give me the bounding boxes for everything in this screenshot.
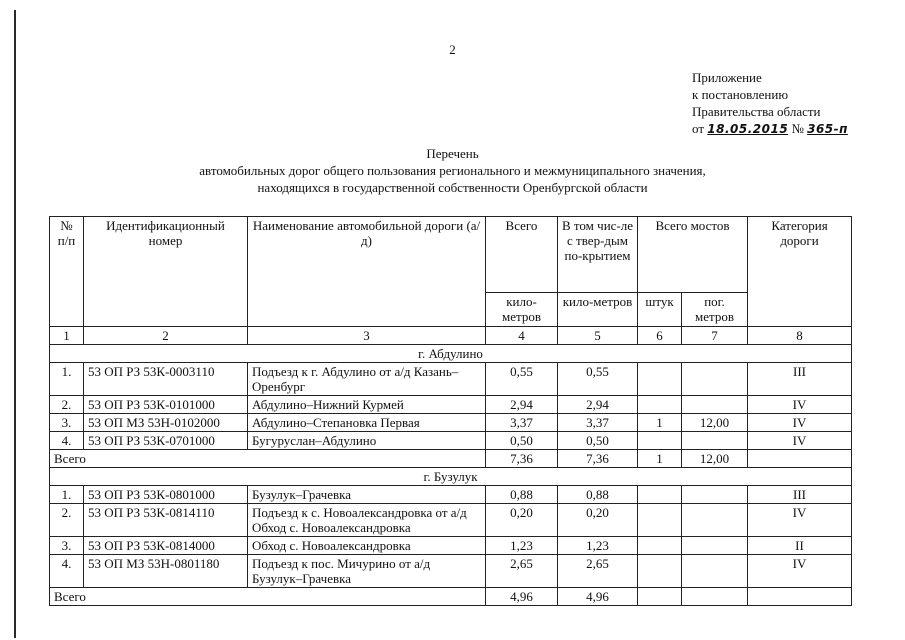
table-row (50, 432, 852, 450)
total-bridge-meters (682, 588, 748, 606)
table-row (50, 504, 852, 537)
unit-km-total: кило-метров (486, 293, 558, 327)
cell-num: 4. (50, 432, 84, 450)
table-row (50, 537, 852, 555)
cell-bridges (638, 396, 682, 414)
cell-category: IV (748, 414, 852, 432)
unit-pieces: штук (638, 293, 682, 327)
total-category (748, 588, 852, 606)
cell-category: III (748, 486, 852, 504)
total-row (50, 450, 852, 468)
cell-num: 3. (50, 414, 84, 432)
title-line-1: Перечень (426, 146, 479, 161)
table-row (50, 486, 852, 504)
total-paved: 7,36 (558, 450, 638, 468)
cell-total: 3,37 (486, 414, 558, 432)
cell-bridge-meters (682, 555, 748, 588)
header-num: № п/п (50, 217, 84, 327)
cell-name: Бугуруслан–Абдулино (248, 432, 486, 450)
date-prefix: от (692, 121, 705, 136)
cell-paved: 3,37 (558, 414, 638, 432)
cell-category: IV (748, 396, 852, 414)
col-number: 3 (248, 327, 486, 345)
cell-paved: 2,65 (558, 555, 638, 588)
number-prefix: № (791, 121, 804, 136)
title-line-3: находящихся в государственной собственности Оренбургской области (257, 180, 648, 195)
page-number: 2 (449, 42, 456, 57)
total-paved: 4,96 (558, 588, 638, 606)
cell-name: Подъезд к с. Новоалександровка от а/д Обход с. Новоалександровка (248, 504, 486, 537)
cell-category: IV (748, 504, 852, 537)
total-label: Всего (50, 450, 486, 468)
cell-bridge-meters (682, 396, 748, 414)
appendix-line-2: к постановлению (692, 87, 789, 102)
cell-bridges (638, 432, 682, 450)
table-row (50, 414, 852, 432)
group-title: г. Абдулино (50, 345, 852, 363)
cell-bridge-meters (682, 432, 748, 450)
header-row (50, 217, 852, 293)
cell-bridge-meters (682, 504, 748, 537)
cell-id: 53 ОП РЗ 53К-0701000 (84, 432, 248, 450)
cell-name: Абдулино–Степановка Первая (248, 414, 486, 432)
roads-table (49, 216, 852, 606)
cell-paved: 2,94 (558, 396, 638, 414)
cell-bridge-meters: 12,00 (682, 414, 748, 432)
cell-id: 53 ОП РЗ 53К-0003110 (84, 363, 248, 396)
cell-total: 0,50 (486, 432, 558, 450)
cell-total: 1,23 (486, 537, 558, 555)
handwritten-number: 365-п (807, 122, 848, 136)
col-number: 4 (486, 327, 558, 345)
cell-num: 3. (50, 537, 84, 555)
cell-category: III (748, 363, 852, 396)
cell-num: 1. (50, 363, 84, 396)
cell-paved: 0,88 (558, 486, 638, 504)
cell-bridges (638, 504, 682, 537)
header-bridges: Всего мостов (638, 217, 748, 293)
cell-total: 2,65 (486, 555, 558, 588)
cell-name: Подъезд к г. Абдулино от а/д Казань–Оренбург (248, 363, 486, 396)
cell-total: 2,94 (486, 396, 558, 414)
cell-name: Подъезд к пос. Мичурино от а/д Бузулук–Грачевка (248, 555, 486, 588)
col-number: 5 (558, 327, 638, 345)
cell-num: 2. (50, 504, 84, 537)
document-title (0, 145, 905, 196)
total-category (748, 450, 852, 468)
cell-id: 53 ОП МЗ 53Н-0801180 (84, 555, 248, 588)
cell-bridges (638, 555, 682, 588)
cell-bridge-meters (682, 486, 748, 504)
unit-meters: пог. метров (682, 293, 748, 327)
cell-paved: 0,55 (558, 363, 638, 396)
cell-id: 53 ОП МЗ 53Н-0102000 (84, 414, 248, 432)
cell-total: 0,20 (486, 504, 558, 537)
total-label: Всего (50, 588, 486, 606)
total-row (50, 588, 852, 606)
appendix-date-line (692, 120, 848, 138)
cell-bridges (638, 486, 682, 504)
cell-category: IV (748, 432, 852, 450)
col-number: 6 (638, 327, 682, 345)
table-row (50, 396, 852, 414)
cell-bridge-meters (682, 363, 748, 396)
handwritten-date: 18.05.2015 (707, 122, 789, 136)
cell-bridges (638, 363, 682, 396)
cell-name: Бузулук–Грачевка (248, 486, 486, 504)
cell-id: 53 ОП РЗ 53К-0801000 (84, 486, 248, 504)
cell-name: Обход с. Новоалександровка (248, 537, 486, 555)
cell-id: 53 ОП РЗ 53К-0101000 (84, 396, 248, 414)
unit-km-paved: кило-метров (558, 293, 638, 327)
cell-total: 0,55 (486, 363, 558, 396)
total-km: 7,36 (486, 450, 558, 468)
page-edge (14, 10, 16, 638)
cell-total: 0,88 (486, 486, 558, 504)
group-header-row (50, 468, 852, 486)
title-line-2: автомобильных дорог общего пользования регионального и межмуниципального значения, (199, 163, 706, 178)
cell-id: 53 ОП РЗ 53К-0814000 (84, 537, 248, 555)
appendix-line-3: Правительства области (692, 104, 821, 119)
header-name: Наименование автомобильной дороги (а/д) (248, 217, 486, 327)
col-number: 2 (84, 327, 248, 345)
cell-paved: 1,23 (558, 537, 638, 555)
cell-paved: 0,50 (558, 432, 638, 450)
cell-name: Абдулино–Нижний Курмей (248, 396, 486, 414)
header-total: Всего (486, 217, 558, 293)
cell-bridges (638, 537, 682, 555)
header-id: Идентификационный номер (84, 217, 248, 327)
cell-id: 53 ОП РЗ 53К-0814110 (84, 504, 248, 537)
total-km: 4,96 (486, 588, 558, 606)
header-paved: В том чис-ле с твер-дым по-крытием (558, 217, 638, 293)
group-title: г. Бузулук (50, 468, 852, 486)
cell-bridge-meters (682, 537, 748, 555)
cell-bridges: 1 (638, 414, 682, 432)
col-number: 1 (50, 327, 84, 345)
cell-num: 4. (50, 555, 84, 588)
cell-num: 1. (50, 486, 84, 504)
column-numbers-row (50, 327, 852, 345)
group-header-row (50, 345, 852, 363)
cell-paved: 0,20 (558, 504, 638, 537)
cell-category: II (748, 537, 852, 555)
total-bridge-meters: 12,00 (682, 450, 748, 468)
cell-category: IV (748, 555, 852, 588)
appendix-block (692, 69, 848, 138)
appendix-line-1: Приложение (692, 70, 762, 85)
total-bridges: 1 (638, 450, 682, 468)
total-bridges (638, 588, 682, 606)
cell-num: 2. (50, 396, 84, 414)
table-row (50, 363, 852, 396)
col-number: 7 (682, 327, 748, 345)
col-number: 8 (748, 327, 852, 345)
header-category: Категория дороги (748, 217, 852, 327)
table-row (50, 555, 852, 588)
